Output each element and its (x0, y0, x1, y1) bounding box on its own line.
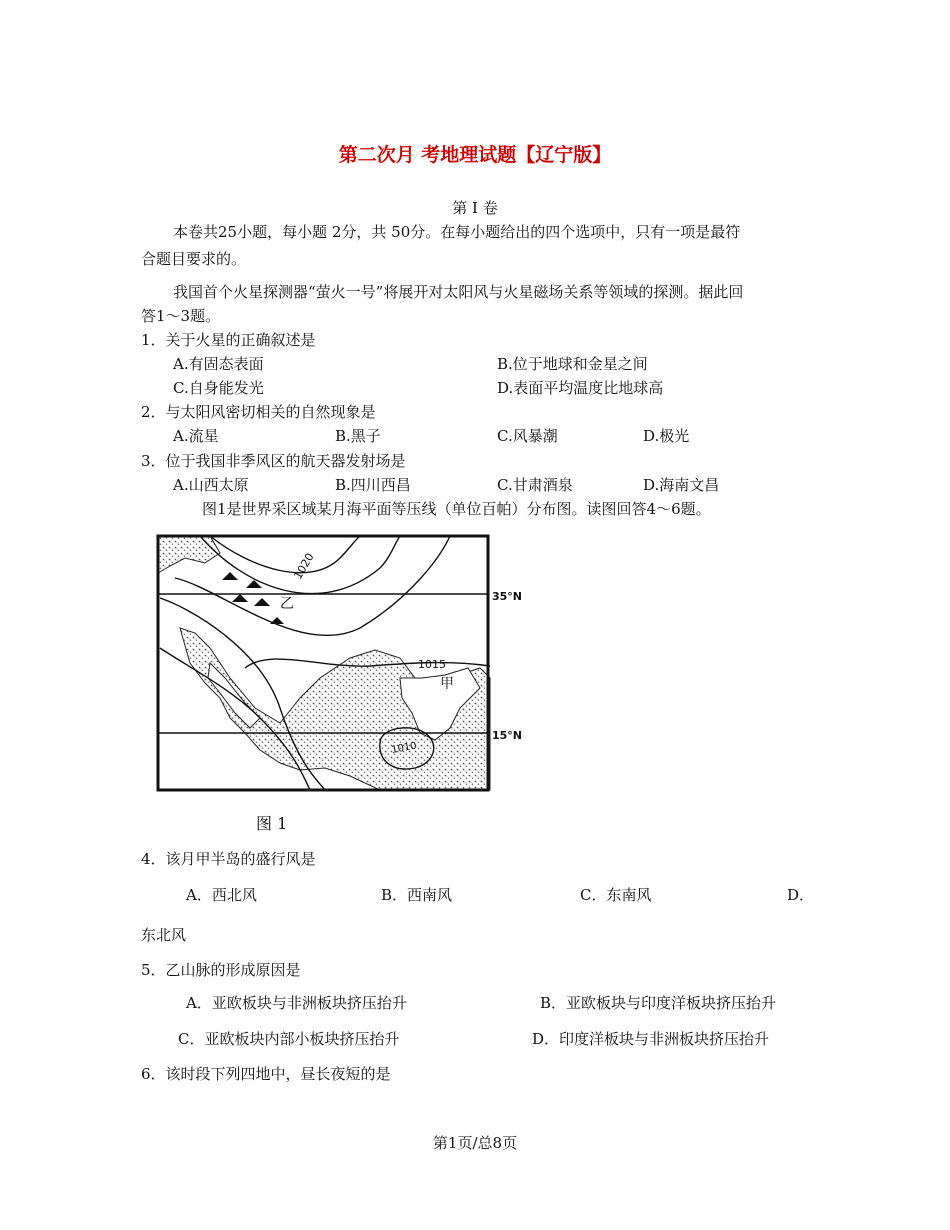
passage-line-2: 答1～3题。 (141, 307, 221, 325)
question-1-option-b: B.位于地球和金星之间 (497, 355, 648, 373)
question-5-option-a: A．亚欧板块与非洲板块挤压抬升 (186, 994, 407, 1012)
question-1-stem: 1．关于火星的正确叙述是 (141, 331, 316, 349)
isobar-map (150, 528, 523, 798)
question-4-stem: 4．该月甲半岛的盛行风是 (141, 850, 316, 868)
section-heading: 第 I 卷 (452, 199, 498, 217)
question-1-option-a: A.有固态表面 (173, 355, 264, 373)
mountain-symbols (222, 572, 284, 624)
passage-line-1: 我国首个火星探测器“萤火一号”将展开对太阳风与火星磁场关系等领域的探测。据此回 (173, 283, 744, 301)
question-1-option-c: C.自身能发光 (173, 379, 264, 397)
question-1-option-d: D.表面平均温度比地球高 (497, 379, 664, 397)
question-3-option-a: A.山西太原 (173, 476, 249, 494)
isobar-label-1015: 1015 (418, 658, 446, 671)
question-5-stem: 5．乙山脉的形成原因是 (141, 961, 301, 979)
question-6-stem: 6．该时段下列四地中，昼长夜短的是 (141, 1065, 391, 1083)
question-5-option-c: C．亚欧板块内部小板块挤压抬升 (178, 1030, 400, 1048)
question-3-option-c: C.甘肃酒泉 (497, 476, 573, 494)
isobar-label-1010: 1010 (390, 740, 418, 756)
label-yi: 乙 (280, 596, 294, 612)
figure-caption: 图 1 (256, 814, 288, 833)
question-2-option-b: B.黑子 (335, 427, 381, 445)
isobar-label-1020: 1020 (291, 550, 317, 582)
lat-label-35n: 35°N (492, 590, 523, 603)
figure-intro: 图1是世界采区域某月海平面等压线（单位百帕）分布图。读图回答4～6题。 (202, 500, 711, 518)
question-2-stem: 2．与太阳风密切相关的自然现象是 (141, 403, 376, 421)
exam-title: 第二次月 考地理试题【辽宁版】 (338, 144, 612, 166)
question-2-option-c: C.风暴潮 (497, 427, 558, 445)
question-5-option-b: B．亚欧板块与印度洋板块挤压抬升 (540, 994, 777, 1012)
lat-label-15n: 15°N (492, 729, 523, 742)
question-4-option-c: C．东南风 (580, 886, 652, 904)
question-5-option-d: D．印度洋板块与非洲板块挤压抬升 (532, 1030, 770, 1048)
label-jia: 甲 (440, 676, 454, 692)
question-4-option-a: A．西北风 (186, 886, 257, 904)
question-2-option-a: A.流星 (173, 427, 219, 445)
question-3-option-d: D.海南文昌 (643, 476, 720, 494)
question-3-stem: 3．位于我国非季风区的航天器发射场是 (141, 452, 406, 470)
question-4-option-d: D． (787, 886, 815, 904)
question-3-option-b: B.四川西昌 (335, 476, 411, 494)
instructions-line-2: 合题目要求的。 (141, 250, 247, 268)
question-2-option-d: D.极光 (643, 427, 690, 445)
instructions-line-1: 本卷共25小题，每小题 2分，共 50分。在每小题给出的四个选项中，只有一项是最符 (173, 223, 741, 241)
question-4-option-d-wrap: 东北风 (141, 926, 187, 944)
page-footer: 第1页/总8页 (432, 1134, 518, 1152)
question-4-option-b: B．西南风 (381, 886, 453, 904)
